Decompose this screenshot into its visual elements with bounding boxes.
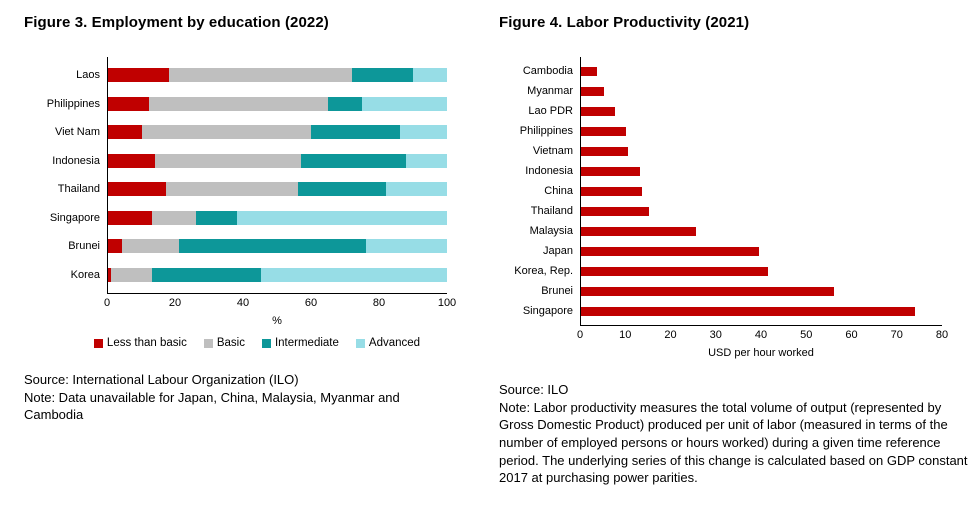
bar-row — [581, 281, 942, 301]
bar-row — [581, 241, 942, 261]
stacked-bar — [108, 68, 447, 82]
y-axis-category-label: Philippines — [519, 125, 573, 137]
bar-track — [581, 247, 942, 256]
bar-segment-advanced — [413, 68, 447, 82]
legend-item — [94, 337, 187, 349]
legend-label: Intermediate — [274, 337, 339, 349]
y-axis-category-label: Thailand — [57, 183, 100, 196]
legend-swatch — [356, 339, 365, 348]
bar-row — [581, 261, 942, 281]
y-axis-category-label: China — [544, 185, 573, 197]
figure3-plot-area — [103, 57, 457, 349]
bar-track — [581, 87, 942, 96]
bar-row — [581, 161, 942, 181]
x-axis-tick-label: 20 — [664, 329, 677, 341]
legend-swatch — [262, 339, 271, 348]
bar-segment-intermediate — [196, 211, 237, 225]
y-axis-category-label: Indonesia — [52, 154, 100, 167]
x-axis-tick-label: 50 — [800, 329, 813, 341]
figure3-section — [24, 14, 476, 424]
stacked-bar — [108, 154, 447, 168]
figure3-x-axis-title: % — [272, 315, 282, 327]
legend-label: Advanced — [368, 337, 421, 349]
value-bar — [581, 107, 615, 116]
y-axis-category-label: Korea — [70, 268, 100, 281]
legend-item — [356, 337, 420, 349]
y-axis-category-label: Korea, Rep. — [514, 265, 573, 277]
figure3-title: Figure 3. Employment by education (2022) — [24, 14, 329, 31]
y-axis-category-label: Cambodia — [522, 65, 573, 77]
bar-segment-intermediate — [311, 125, 399, 139]
value-bar — [581, 87, 604, 96]
bar-segment-basic — [149, 97, 329, 111]
bar-segment-advanced — [261, 268, 447, 282]
x-axis-tick-label: 20 — [168, 297, 182, 309]
y-axis-category-label: Laos — [76, 69, 100, 82]
value-bar — [581, 67, 597, 76]
bar-segment-intermediate — [352, 68, 413, 82]
y-axis-category-label: Brunei — [541, 285, 573, 297]
legend-swatch — [94, 339, 103, 348]
x-axis-tick-label: 70 — [890, 329, 903, 341]
value-bar — [581, 267, 768, 276]
bar-track — [581, 167, 942, 176]
bar-segment-less-than-basic — [108, 239, 122, 253]
value-bar — [581, 247, 759, 256]
figure3-legend — [67, 337, 447, 349]
figure4-bars — [580, 57, 942, 326]
figure4-section — [499, 14, 973, 487]
bar-track — [581, 267, 942, 276]
figure4-x-axis-ticks — [576, 329, 949, 343]
bar-row — [581, 201, 942, 221]
bar-segment-basic — [111, 268, 152, 282]
bar-track — [581, 107, 942, 116]
bar-row — [581, 61, 942, 81]
y-axis-category-label: Brunei — [68, 240, 100, 253]
bar-segment-basic — [152, 211, 196, 225]
stacked-bar-row — [108, 61, 447, 90]
bar-row — [581, 221, 942, 241]
bar-segment-less-than-basic — [108, 182, 166, 196]
x-axis-tick-label: 80 — [935, 329, 949, 341]
value-bar — [581, 147, 628, 156]
bar-track — [581, 127, 942, 136]
stacked-bar-row — [108, 204, 447, 233]
bar-segment-basic — [155, 154, 301, 168]
y-axis-category-label: Singapore — [522, 305, 573, 317]
y-axis-category-label: Myanmar — [527, 85, 573, 97]
stacked-bar-row — [108, 261, 447, 290]
bar-segment-advanced — [400, 125, 447, 139]
y-axis-category-label: Indonesia — [525, 165, 573, 177]
figure3-note: Note: Data unavailable for Japan, China, Malaysia, Myanmar and Cambodia — [24, 389, 400, 423]
x-axis-tick-label: 80 — [372, 297, 386, 309]
bar-segment-less-than-basic — [108, 97, 149, 111]
legend-item — [262, 337, 339, 349]
legend-item — [204, 337, 245, 349]
x-axis-tick-label: 40 — [754, 329, 768, 341]
bar-segment-basic — [166, 182, 298, 196]
bar-row — [581, 301, 942, 321]
bar-segment-intermediate — [179, 239, 365, 253]
y-axis-category-label: Japan — [543, 245, 573, 257]
bar-track — [581, 187, 942, 196]
stacked-bar-row — [108, 232, 447, 261]
bar-segment-less-than-basic — [108, 68, 169, 82]
figure4-title: Figure 4. Labor Productivity (2021) — [499, 14, 750, 31]
bar-row — [581, 181, 942, 201]
figure3-chart — [24, 57, 476, 349]
bar-segment-basic — [142, 125, 312, 139]
bar-track — [581, 207, 942, 216]
legend-label: Basic — [216, 337, 245, 349]
x-axis-tick-label: 10 — [619, 329, 632, 341]
figure4-plot-area — [576, 57, 949, 359]
stacked-bar — [108, 125, 447, 139]
bar-segment-intermediate — [152, 268, 260, 282]
y-axis-category-label: Viet Nam — [54, 126, 100, 139]
bar-row — [581, 141, 942, 161]
bar-row — [581, 121, 942, 141]
figure3-bars — [107, 57, 447, 294]
bar-row — [581, 101, 942, 121]
stacked-bar — [108, 182, 447, 196]
stacked-bar-row — [108, 147, 447, 176]
stacked-bar — [108, 268, 447, 282]
y-axis-category-label: Malaysia — [529, 225, 573, 237]
value-bar — [581, 227, 696, 236]
value-bar — [581, 127, 626, 136]
x-axis-tick-label: 60 — [304, 297, 318, 309]
bar-segment-advanced — [237, 211, 447, 225]
bar-row — [581, 81, 942, 101]
bar-segment-basic — [169, 68, 352, 82]
legend-label: Less than basic — [106, 337, 187, 349]
bar-track — [581, 67, 942, 76]
figure4-note: Note: Labor productivity measures the total volume of output (represented by Gross Domestic Product) produced per unit of labor (measured in terms of the number of employed persons or hours worked) during a given time reference period. The underlying series of this change is calculated based on GDP constant 2017 at purchasing power parities. — [499, 399, 968, 486]
stacked-bar-row — [108, 90, 447, 119]
x-axis-tick-label: 60 — [845, 329, 858, 341]
bar-segment-intermediate — [298, 182, 386, 196]
bar-segment-intermediate — [328, 97, 362, 111]
figure4-x-axis-title: USD per hour worked — [708, 347, 814, 359]
bar-segment-advanced — [406, 154, 447, 168]
value-bar — [581, 187, 642, 196]
x-axis-tick-label: 0 — [576, 329, 584, 341]
value-bar — [581, 167, 640, 176]
x-axis-tick-label: 40 — [236, 297, 250, 309]
figure3-y-axis-labels — [24, 57, 107, 293]
stacked-bar — [108, 97, 447, 111]
stacked-bar — [108, 211, 447, 225]
value-bar — [581, 207, 649, 216]
legend-swatch — [204, 339, 213, 348]
figure4-y-axis-labels — [499, 57, 580, 325]
figure3-source: Source: International Labour Organization (ILO) — [24, 372, 299, 387]
figure3-x-axis-ticks — [103, 297, 457, 311]
value-bar — [581, 307, 915, 316]
bar-track — [581, 287, 942, 296]
figure4-source: Source: ILO — [499, 382, 569, 397]
bar-track — [581, 227, 942, 236]
bar-segment-less-than-basic — [108, 125, 142, 139]
y-axis-category-label: Singapore — [49, 211, 100, 224]
bar-segment-advanced — [366, 239, 447, 253]
bar-segment-intermediate — [301, 154, 406, 168]
figure4-chart — [499, 57, 973, 359]
y-axis-category-label: Lao PDR — [528, 105, 573, 117]
bar-segment-less-than-basic — [108, 211, 152, 225]
bar-segment-advanced — [362, 97, 447, 111]
bar-track — [581, 307, 942, 316]
x-axis-tick-label: 30 — [709, 329, 722, 341]
bar-track — [581, 147, 942, 156]
y-axis-category-label: Thailand — [530, 205, 573, 217]
stacked-bar-row — [108, 118, 447, 147]
stacked-bar-row — [108, 175, 447, 204]
bar-segment-advanced — [386, 182, 447, 196]
bar-segment-less-than-basic — [108, 154, 155, 168]
y-axis-category-label: Philippines — [46, 97, 100, 110]
value-bar — [581, 287, 834, 296]
bar-segment-basic — [122, 239, 180, 253]
stacked-bar — [108, 239, 447, 253]
x-axis-tick-label: 0 — [103, 297, 111, 309]
y-axis-category-label: Vietnam — [532, 145, 573, 157]
x-axis-tick-label: 100 — [437, 297, 457, 309]
